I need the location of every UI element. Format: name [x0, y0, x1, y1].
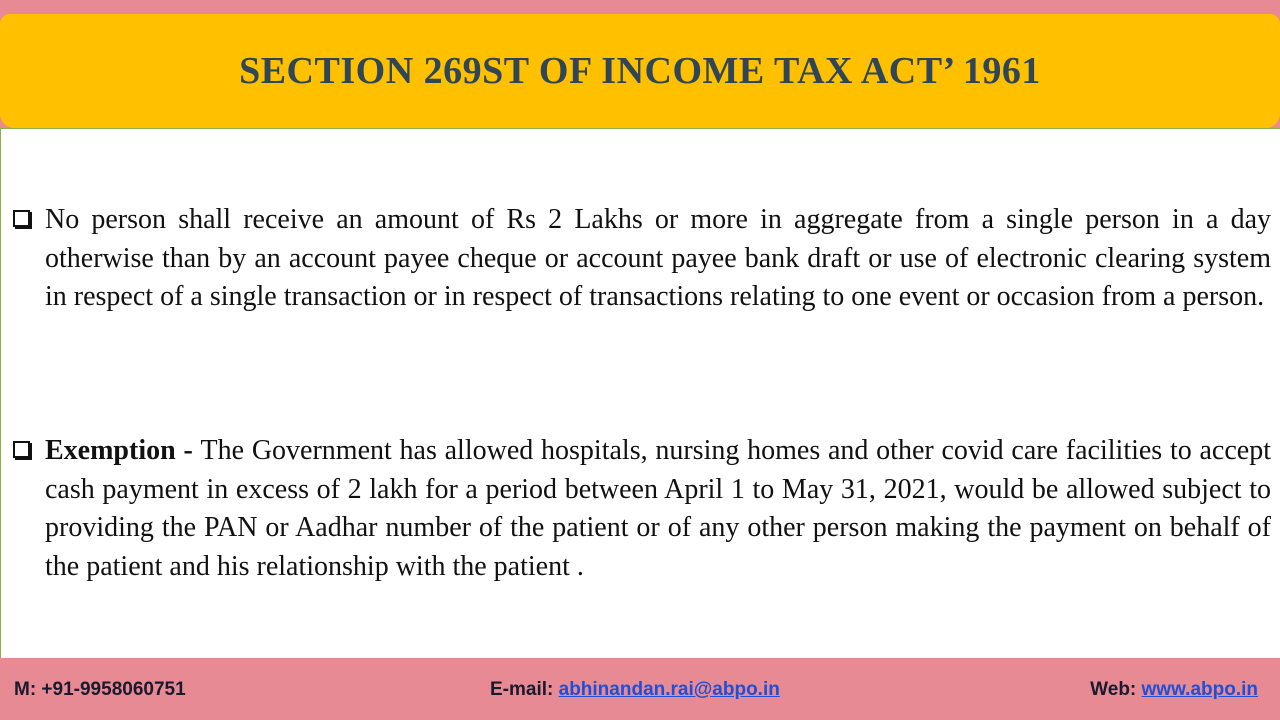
- bullet-body: The Government has allowed hospitals, nursing homes and other covid care facilities to accept cash payment in excess of 2 lakh for a period between April 1 to May 31, 2021, would be allowed subject to providing the PAN or Aadhar number of the patient or of any other person making the payment on behalf of the patient and his relationship with the patient .: [45, 435, 1271, 582]
- bullet-lead: Exemption -: [45, 435, 201, 466]
- list-item: [13, 201, 1271, 317]
- checkbox-bullet-icon: [13, 210, 30, 227]
- email-link[interactable]: abhinandan.rai@abpo.in: [558, 679, 780, 700]
- bullet-text: [45, 432, 1271, 586]
- phone-number: M: +91-9958060751: [14, 679, 186, 700]
- title-banner: [0, 14, 1280, 128]
- web-contact: [1090, 679, 1258, 701]
- email-label: E-mail:: [490, 679, 559, 700]
- list-item: [13, 432, 1271, 586]
- web-link[interactable]: www.abpo.in: [1141, 679, 1258, 700]
- web-label: Web:: [1090, 679, 1142, 700]
- footer: [0, 658, 1280, 720]
- bullet-body: No person shall receive an amount of Rs 2 Lakhs or more in aggregate from a single person in a day otherwise than by an account payee cheque or account payee bank draft or use of electronic clearing system in respect of a single transaction or in respect of transactions relating to one event or occasion from a person.: [45, 204, 1271, 312]
- page-title: SECTION 269ST OF INCOME TAX ACT’ 1961: [239, 50, 1041, 92]
- content-panel: [0, 128, 1280, 658]
- email-contact: [490, 679, 780, 701]
- bullet-text: [45, 201, 1271, 317]
- checkbox-bullet-icon: [13, 441, 30, 458]
